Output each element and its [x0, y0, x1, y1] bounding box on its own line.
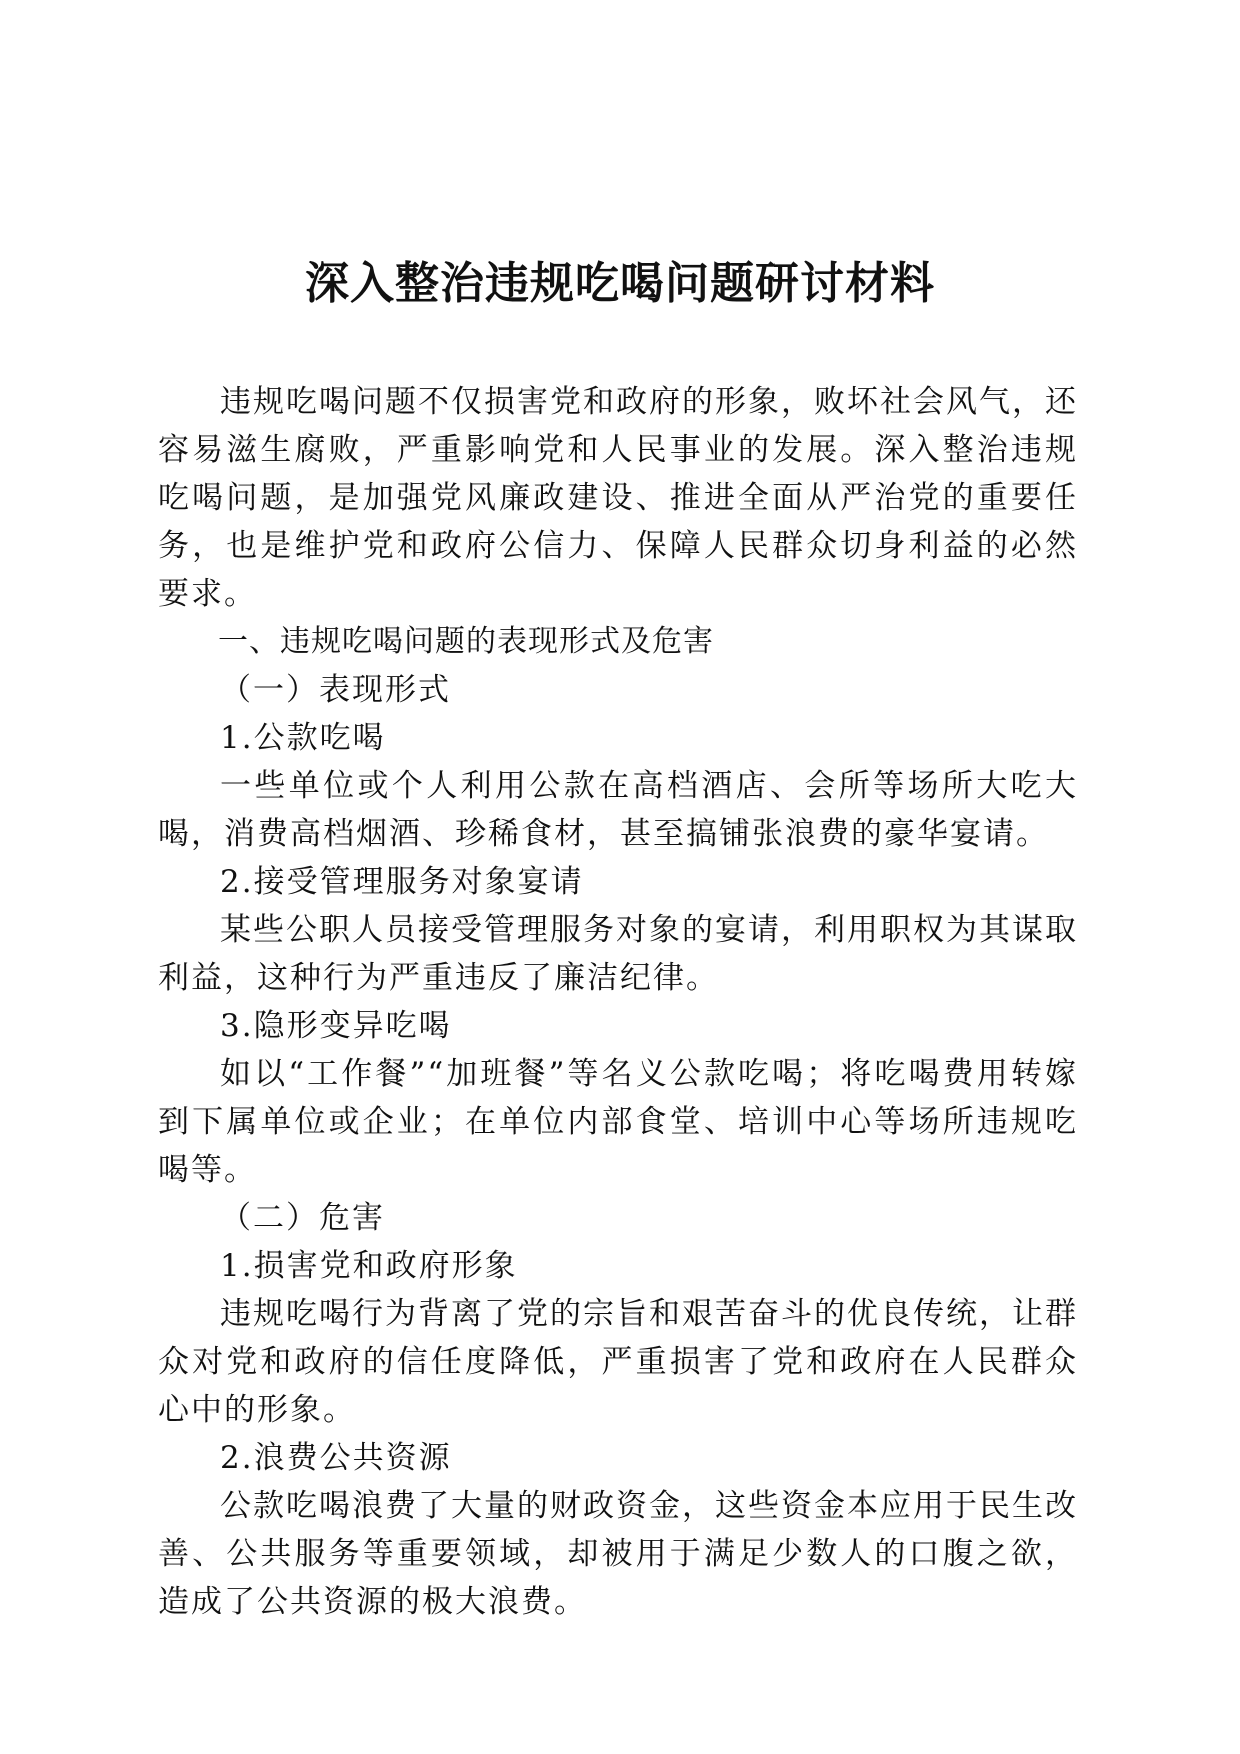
subsection-heading: （一）表现形式 — [220, 672, 451, 708]
document-body — [158, 378, 1078, 1626]
intro-paragraph: 违规吃喝问题不仅损害党和政府的形象，败坏社会风气，还容易滋生腐败，严重影响党和人民事业的发展。深入整治违规吃喝问题，是加强党风廉政建设、推进全面从严治党的重要任务，也是维护党和政府公信力、保障人民群众切身利益的必然要求。 — [158, 384, 1078, 612]
section-heading: 一、违规吃喝问题的表现形式及危害 — [218, 624, 714, 659]
item-paragraph: 如以“工作餐”“加班餐”等名义公款吃喝；将吃喝费用转嫁到下属单位或企业；在单位内部食堂、培训中心等场所违规吃喝等。 — [158, 1056, 1078, 1188]
item-heading: 2.接受管理服务对象宴请 — [220, 864, 584, 900]
item-heading: 1.公款吃喝 — [220, 720, 386, 756]
item-paragraph: 一些单位或个人利用公款在高档酒店、会所等场所大吃大喝，消费高档烟酒、珍稀食材，甚至搞铺张浪费的豪华宴请。 — [158, 768, 1078, 852]
item-paragraph: 违规吃喝行为背离了党的宗旨和艰苦奋斗的优良传统，让群众对党和政府的信任度降低，严重损害了党和政府在人民群众心中的形象。 — [158, 1296, 1078, 1428]
item-heading: 1.损害党和政府形象 — [220, 1248, 518, 1284]
item-paragraph: 某些公职人员接受管理服务对象的宴请，利用职权为其谋取利益，这种行为严重违反了廉洁纪律。 — [158, 912, 1078, 996]
item-paragraph: 公款吃喝浪费了大量的财政资金，这些资金本应用于民生改善、公共服务等重要领域，却被用于满足少数人的口腹之欲，造成了公共资源的极大浪费。 — [158, 1488, 1078, 1620]
subsection-heading: （二）危害 — [220, 1200, 385, 1236]
document-title: 深入整治违规吃喝问题研讨材料 — [305, 258, 935, 309]
item-heading: 2.浪费公共资源 — [220, 1440, 452, 1476]
item-heading: 3.隐形变异吃喝 — [220, 1008, 452, 1044]
